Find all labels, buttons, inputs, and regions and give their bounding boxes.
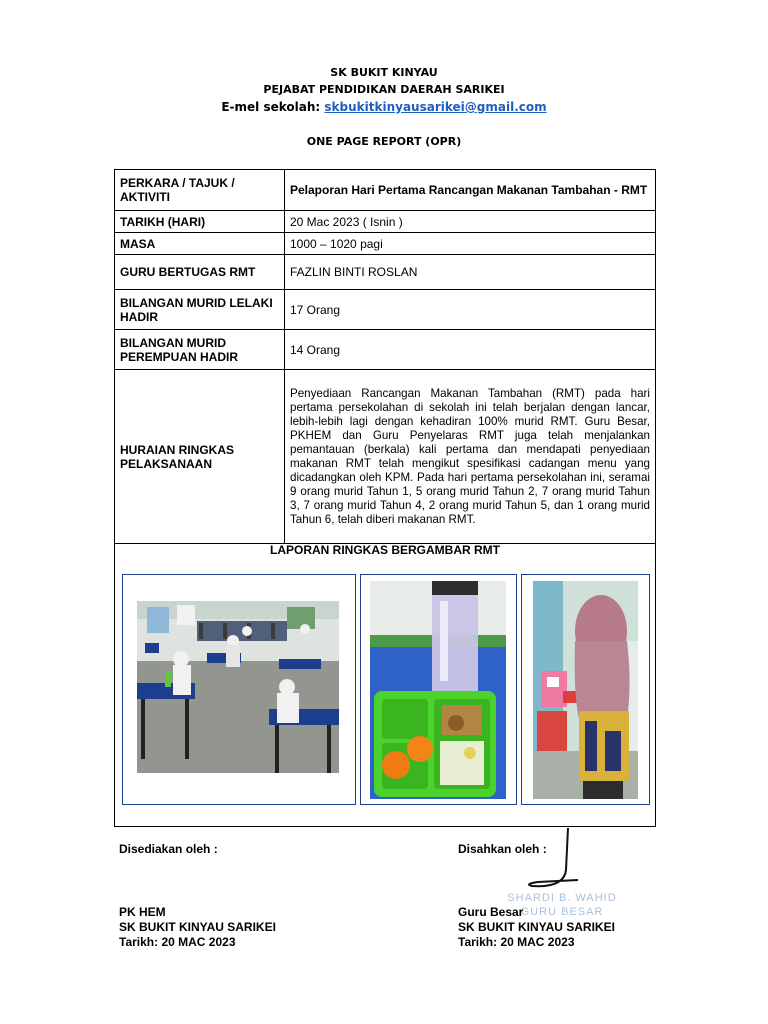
label-perempuan: BILANGAN MURID PEREMPUAN HADIR [115, 330, 285, 370]
row-perkara [115, 170, 656, 211]
row-tarikh [115, 211, 656, 233]
label-lelaki: BILANGAN MURID LELAKI HADIR [115, 290, 285, 330]
label-tarikh: TARIKH (HARI) [115, 211, 285, 233]
school-name: SK BUKIT KINYAU [330, 66, 438, 79]
label-masa: MASA [115, 233, 285, 255]
row-masa [115, 233, 656, 255]
approved-by-label: Disahkan oleh : [458, 842, 547, 856]
row-guru [115, 255, 656, 290]
signature-mark [520, 826, 590, 892]
district-office: PEJABAT PENDIDIKAN DAERAH SARIKEI [263, 83, 505, 96]
stamp-title: GURU BESAR [520, 906, 604, 918]
right-org: SK BUKIT KINYAU SARIKEI [458, 920, 615, 934]
row-perempuan [115, 330, 656, 370]
meal-photo [370, 581, 506, 799]
value-huraian: Penyediaan Rancangan Makanan Tambahan (RMT) pada hari pertama persekolahan di sekolah ini telah berjalan dengan lancar, lebih-lebih lagi dengan kehadiran 100% murid RMT. Guru Besar, PKHEM dan Guru Penyelaras RMT juga telah menjalankan pemantauan (berkala) kali pertama dan mendapati penyediaan makanan RMT telah mengikut spesifikasi cadangan menu yang dicadangkan oleh KPM. Pada hari pertama persekolahan ini, seramai 9 orang murid Tahun 1, 5 orang murid Tahun 2, 7 orang murid Tahun 3, 7 orang murid Tahun 4, 2 orang murid Tahun 5, dan 1 orang murid Tahun 6, telah diberi makanan RMT. [285, 370, 656, 544]
value-lelaki: 17 Orang [285, 290, 656, 330]
right-date: Tarikh: 20 MAC 2023 [458, 935, 575, 949]
photo-section [114, 543, 656, 827]
email-label: E-mel sekolah: [221, 100, 321, 114]
photo-frame-classroom [122, 574, 356, 805]
report-table [114, 169, 656, 544]
label-guru: GURU BERTUGAS RMT [115, 255, 285, 290]
row-huraian [115, 370, 656, 544]
left-date: Tarikh: 20 MAC 2023 [119, 935, 236, 949]
value-guru: FAZLIN BINTI ROSLAN [285, 255, 656, 290]
value-perempuan: 14 Orang [285, 330, 656, 370]
left-role: PK HEM [119, 905, 166, 919]
label-huraian: HURAIAN RINGKAS PELAKSANAAN [115, 370, 285, 544]
right-role: Guru Besar [458, 905, 524, 919]
photo-section-title: LAPORAN RINGKAS BERGAMBAR RMT [270, 543, 500, 557]
email-line [0, 100, 768, 114]
photo-frame-student [521, 574, 650, 805]
photo-frame-meal [360, 574, 517, 805]
label-perkara: PERKARA / TAJUK / AKTIVITI [115, 170, 285, 211]
right-signatory-block [458, 905, 615, 950]
stamp-name: SHARDI B. WAHID [507, 892, 617, 904]
classroom-photo [137, 601, 339, 773]
value-perkara: Pelaporan Hari Pertama Rancangan Makanan Tambahan - RMT [285, 170, 656, 211]
prepared-by-label: Disediakan oleh : [119, 842, 218, 856]
value-tarikh: 20 Mac 2023 ( Isnin ) [285, 211, 656, 233]
left-org: SK BUKIT KINYAU SARIKEI [119, 920, 276, 934]
left-signatory-block [119, 905, 276, 950]
report-title: ONE PAGE REPORT (OPR) [306, 135, 462, 148]
student-photo [533, 581, 638, 799]
row-lelaki [115, 290, 656, 330]
email-link[interactable]: skbukitkinyausarikei@gmail.com [324, 100, 547, 114]
value-masa: 1000 – 1020 pagi [285, 233, 656, 255]
